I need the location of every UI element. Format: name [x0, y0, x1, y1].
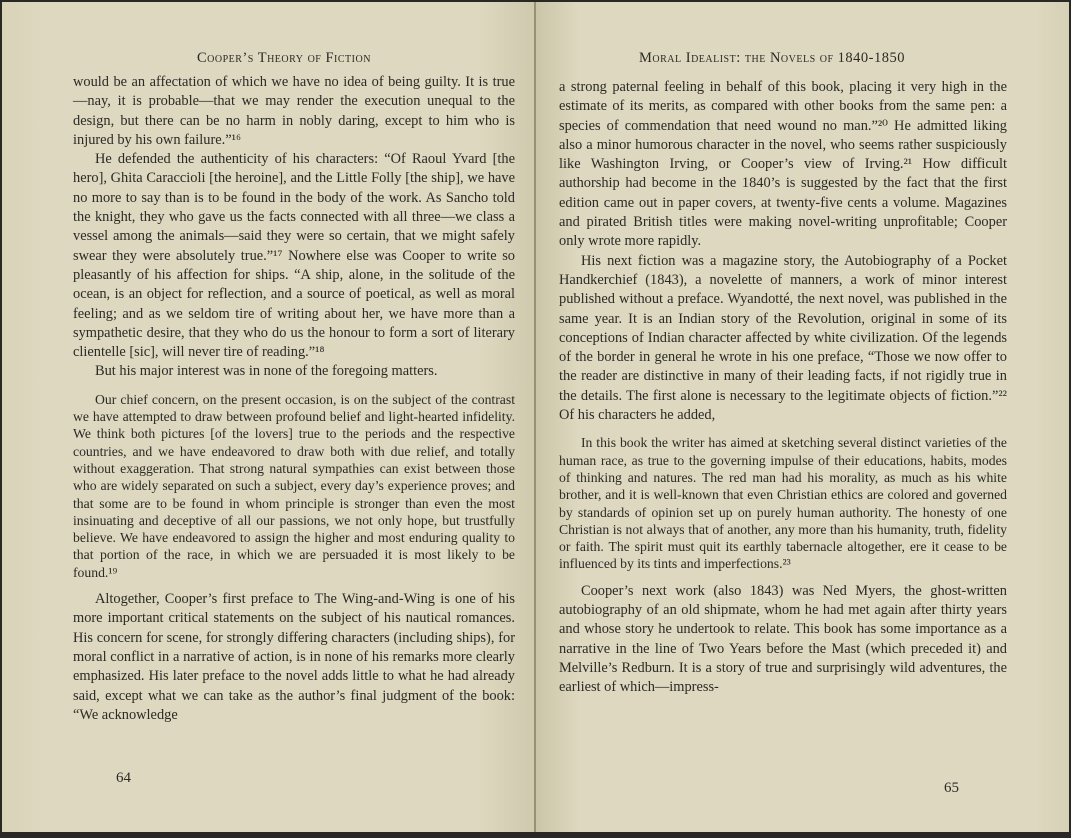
- right-paragraph-2: His next fiction was a magazine story, the Autobiography of a Pocket Handkerchief (1843), a novelette of manners, a work of minor interest published without a preface. Wyandotté, the next novel, was published in the same year. It is an Indian story of the Revolution, original in some of its conceptions of Indian character affected by white civilization. Of the legends of the border in general he wrote in his one preface, “Those we now offer to the reader are distinctive in many of their leading facts, if not rigidly true in the details. The first alone is necessary to the legitimate objects of fiction.”²² Of his characters he added,: [559, 252, 1007, 424]
- right-paragraph-3: Cooper’s next work (also 1843) was Ned Myers, the ghost-written autobiography of an old shipmate, whom he had met again after thirty years and whose story he undertook to relate. This book has some importance as a narrative in the line of Two Years before the Mast (which preceded it) and Melville’s Redburn. It is a story of true and surprisingly wild adventures, the earliest of which—impress-: [559, 582, 1007, 696]
- page-number-right: 65: [944, 780, 959, 796]
- running-head-left: Cooper’s Theory of Fiction: [197, 50, 371, 66]
- left-paragraph-4: Altogether, Cooper’s first preface to The Wing-and-Wing is one of his more important critical statements on the subject of his nautical romances. His concern for scene, for strongly differing characters (including ships), for moral conflict in a narrative of action, is in none of his remarks more clearly emphasized. His later preface to the novel adds little to what he had already said, except what we can take as the author’s final judgment of the book: “We acknowledge: [73, 591, 515, 723]
- left-text-column: [73, 73, 515, 725]
- running-head-right: Moral Idealist: the Novels of 1840-1850: [639, 50, 906, 66]
- right-text-column: [559, 78, 1007, 698]
- left-paragraph-3: But his major interest was in none of the foregoing matters.: [95, 363, 438, 380]
- left-block-quote: Our chief concern, on the present occasion, is on the subject of the contrast we have attempted to draw between profound belief and light-hearted infidelity. We think both pictures [of the lovers] true to the periods and the respective countries, and we have endeavored to draw both with due relief, and totally without exaggeration. That strong natural sympathies can exist between those who are widely separated on such a subject, every day’s experience proves; and that some are to be found in whom principle is stronger than even the most insinuating and deceptive of all our passions, we not only hope, but trustfully believe. We have endeavored to assign the higher and most enduring quality to that portion of the race, in which we are persuaded it is most likely to be found.¹⁹: [73, 391, 515, 580]
- left-paragraph-2: He defended the authenticity of his characters: “Of Raoul Yvard [the hero], Ghita Caraccioli [the heroine], and the Little Folly [the ship], we have no more to say than is to be found in the body of the work. As Sancho told the knight, they who gave us the facts connected with all three—we class a vessel among the animals—said they were so certain, that we might safely swear they were absolutely true.”¹⁷ Nowhere else was Cooper to write so pleasantly of his affection for ships. “A ship, alone, in the solitude of the ocean, is an object for reflection, and a source of poetical, as well as moral feeling; and as we seldom tire of writing about her, we have more than a sympathetic desire, that they who do us the honour to form a sort of literary clientelle [sic], will never tire of reading.”¹⁸: [73, 151, 515, 361]
- right-block-quote: In this book the writer has aimed at sketching several distinct varieties of the human race, as true to the governing impulse of their educations, habits, modes of thinking and natures. The red man had his morality, as much as his white brother, and it is well-known that even Christian ethics are colored and governed by standards of opinion set up on purely human authority. The honesty of one Christian is not always that of another, any more than his humanity, truth, fidelity or faith. The spirit must quit its earthly tabernacle altogether, ere it cease to be influenced by its tints and imperfections.²³: [559, 435, 1007, 572]
- right-paragraph-1: a strong paternal feeling in behalf of this book, placing it very high in the estimate of its merits, as compared with other books from the same pen: a species of commendation that need wound no man.”²⁰ He admitted liking also a minor humorous character in the novel, who seems rather suspiciously like Washington Irving, or Cooper’s view of Irving.²¹ How difficult authorship had become in the 1840’s is suggested by the fact that the first edition came out in paper covers, at twenty-five cents a volume. Magazines and pirated British titles were making novel-writing unprofitable; Cooper only wrote more rapidly.: [559, 79, 1007, 250]
- left-page: [2, 2, 534, 832]
- page-number-left: 64: [116, 770, 131, 786]
- left-paragraph-1: would be an affectation of which we have no idea of being guilty. It is true—nay, it is probable—that we may render the execution unequal to the design, but there can be no harm in nobly daring, except to him who is injured by his own failure.”¹⁶: [73, 74, 515, 148]
- right-page: [536, 2, 1069, 832]
